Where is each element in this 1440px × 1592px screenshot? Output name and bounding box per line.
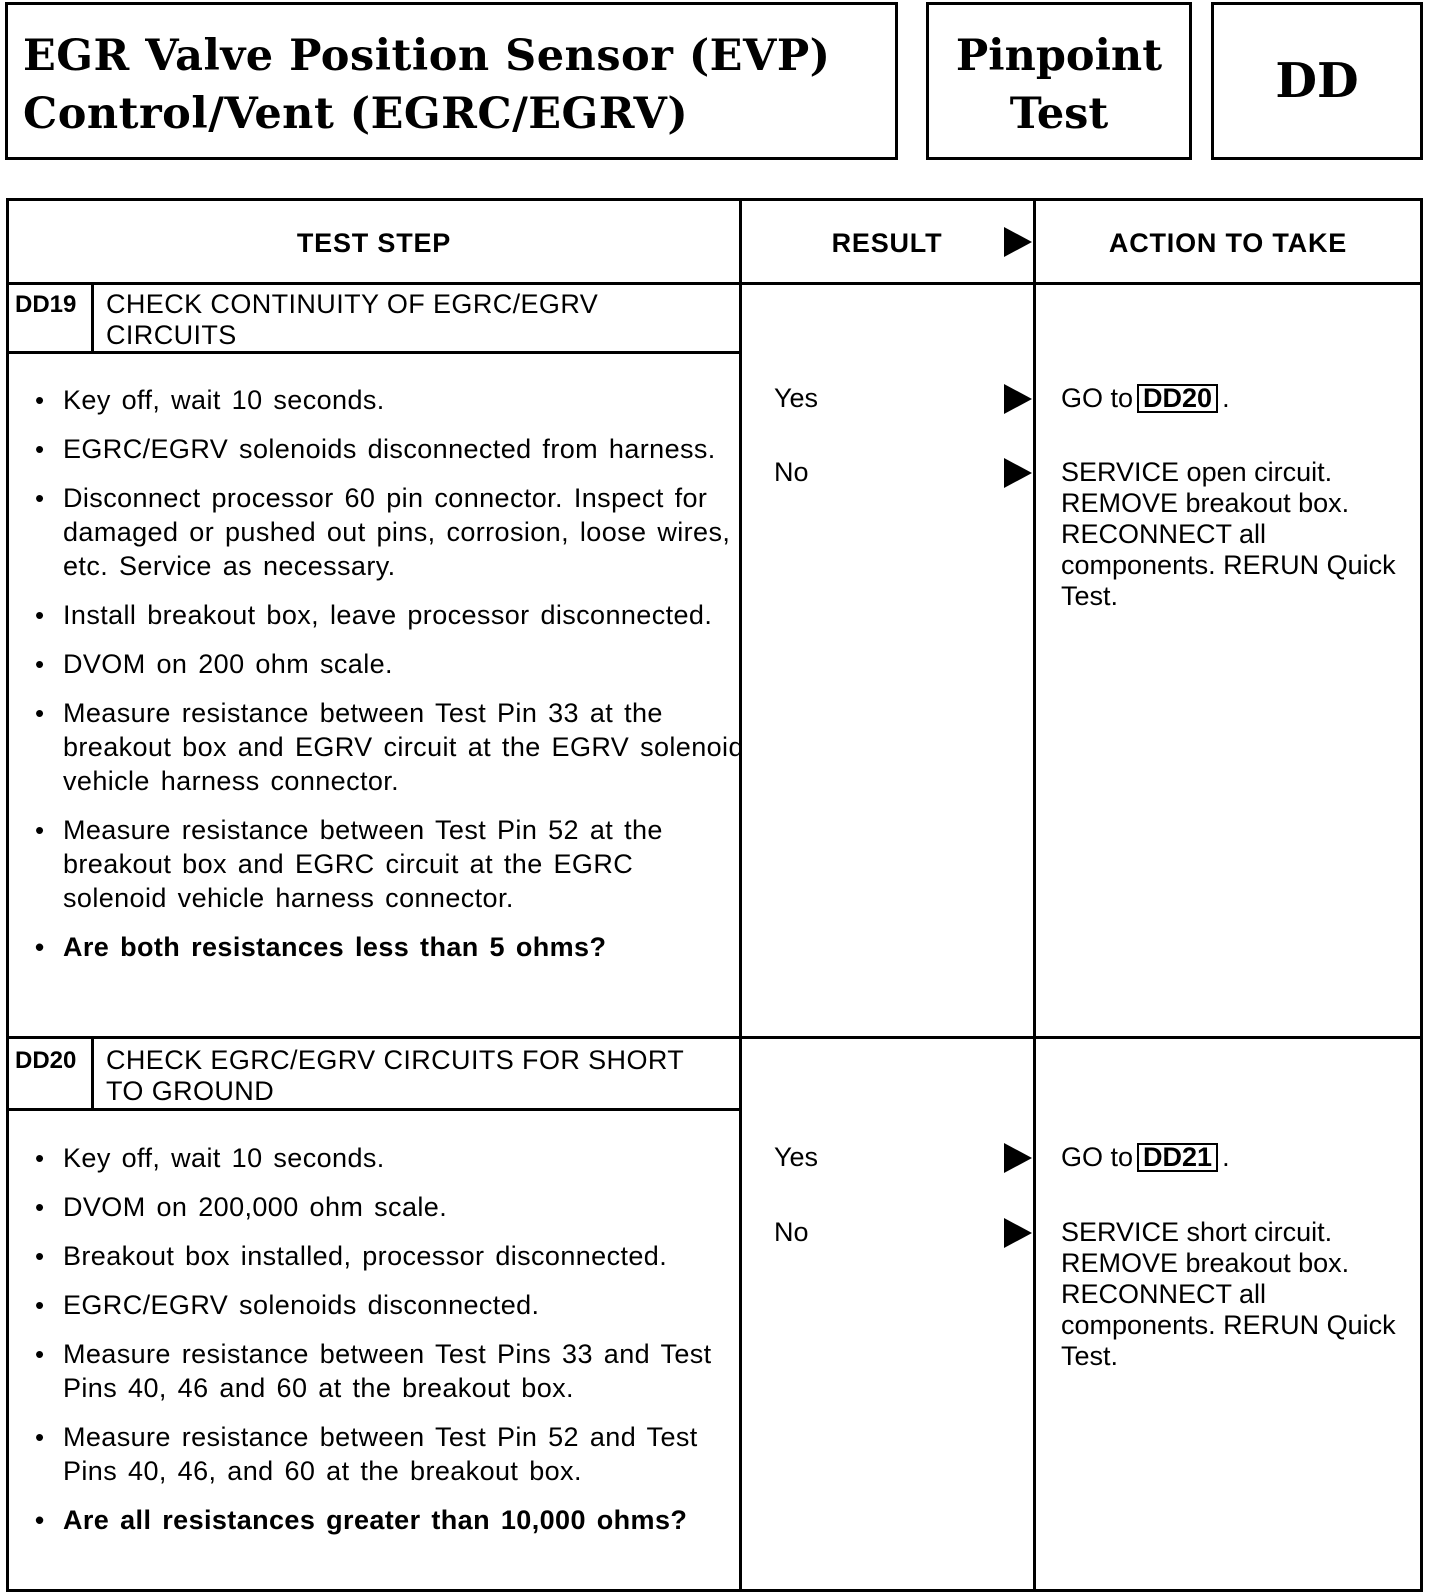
step-title (106, 289, 598, 351)
result-arrow-icon (1004, 227, 1032, 257)
result-arrow-icon (1004, 458, 1032, 488)
step-title-line-1: CHECK EGRC/EGRV CIRCUITS FOR SHORT (106, 1045, 685, 1075)
list-item: • DVOM on 200 ohm scale. (29, 647, 744, 681)
step-question: • Are both resistances less than 5 ohms? (29, 930, 744, 964)
step-question: • Are all resistances greater than 10,000 ohms? (29, 1503, 744, 1537)
title-line-1: EGR Valve Position Sensor (EVP) (23, 31, 831, 81)
result-no: No (774, 457, 809, 487)
list-item: • Disconnect processor 60 pin connector. Inspect for damaged or pushed out pins, corrosion, loose wires, etc. Service as necessary. (29, 481, 744, 583)
goto-step-link[interactable]: DD21 (1137, 1143, 1218, 1172)
pinpoint-line-2: Test (1009, 89, 1109, 139)
list-item: • EGRC/EGRV solenoids disconnected from harness. (29, 432, 744, 466)
list-item: • EGRC/EGRV solenoids disconnected. (29, 1288, 744, 1322)
result-yes: Yes (774, 383, 819, 413)
list-item: • Measure resistance between Test Pins 33 and Test Pins 40, 46 and 60 at the breakout box. (29, 1337, 744, 1405)
pinpoint-test-box (926, 2, 1192, 160)
list-item: • Measure resistance between Test Pin 52 and Test Pins 40, 46, and 60 at the breakout box. (29, 1420, 744, 1488)
list-item: • Measure resistance between Test Pin 52 at the breakout box and EGRC circuit at the EGRC solenoid vehicle harness connector. (29, 813, 744, 915)
step-title (106, 1045, 684, 1107)
goto-label: GO to (1061, 383, 1134, 413)
list-item: • Key off, wait 10 seconds. (29, 1141, 744, 1175)
action-no: SERVICE open circuit. REMOVE breakout box. RECONNECT all components. RERUN Quick Test. (1061, 457, 1396, 611)
result-arrow-icon (1004, 384, 1032, 414)
step-id: DD19 (15, 291, 77, 318)
test-code-box (1211, 2, 1423, 160)
action-yes (1061, 383, 1401, 414)
step-title-divider (9, 351, 739, 354)
result-yes: Yes (774, 1142, 819, 1172)
title-line-2: Control/Vent (EGRC/EGRV) (23, 89, 689, 139)
step-title-divider (9, 1108, 739, 1111)
list-item: • Measure resistance between Test Pin 33 at the breakout box and EGRV circuit at the EGRV solenoid vehicle harness connector. (29, 696, 744, 798)
step-title-line-1: CHECK CONTINUITY OF EGRC/EGRV (106, 289, 599, 319)
goto-suffix: . (1222, 383, 1230, 413)
list-item: • Install breakout box, leave processor disconnected. (29, 598, 744, 632)
list-item: • Breakout box installed, processor disconnected. (29, 1239, 744, 1273)
result-no: No (774, 1217, 809, 1247)
test-code: DD (1275, 53, 1359, 109)
goto-label: GO to (1061, 1142, 1134, 1172)
goto-step-link[interactable]: DD20 (1137, 384, 1218, 413)
header-test-step: TEST STEP (296, 228, 452, 258)
step-id-divider (91, 282, 94, 354)
row-divider (9, 1036, 1420, 1039)
step-title-line-2: CIRCUITS (106, 320, 237, 350)
test-table (6, 198, 1423, 1592)
pinpoint-test-label (929, 27, 1189, 143)
step-id-divider (91, 1039, 94, 1111)
header-result: RESULT (831, 228, 943, 258)
list-item: • Key off, wait 10 seconds. (29, 383, 744, 417)
page-title (23, 27, 831, 143)
header-action: ACTION TO TAKE (1108, 228, 1348, 258)
action-no: SERVICE short circuit. REMOVE breakout box. RECONNECT all components. RERUN Quick Test. (1061, 1217, 1396, 1371)
pinpoint-line-1: Pinpoint (955, 31, 1163, 81)
column-divider (1033, 201, 1036, 1589)
title-box (5, 2, 898, 160)
step-instructions (29, 383, 744, 979)
result-arrow-icon (1004, 1143, 1032, 1173)
step-instructions (29, 1141, 744, 1552)
goto-suffix: . (1222, 1142, 1230, 1172)
step-id: DD20 (15, 1047, 77, 1074)
action-yes (1061, 1142, 1401, 1173)
result-arrow-icon (1004, 1218, 1032, 1248)
step-title-line-2: TO GROUND (106, 1076, 275, 1106)
list-item: • DVOM on 200,000 ohm scale. (29, 1190, 744, 1224)
